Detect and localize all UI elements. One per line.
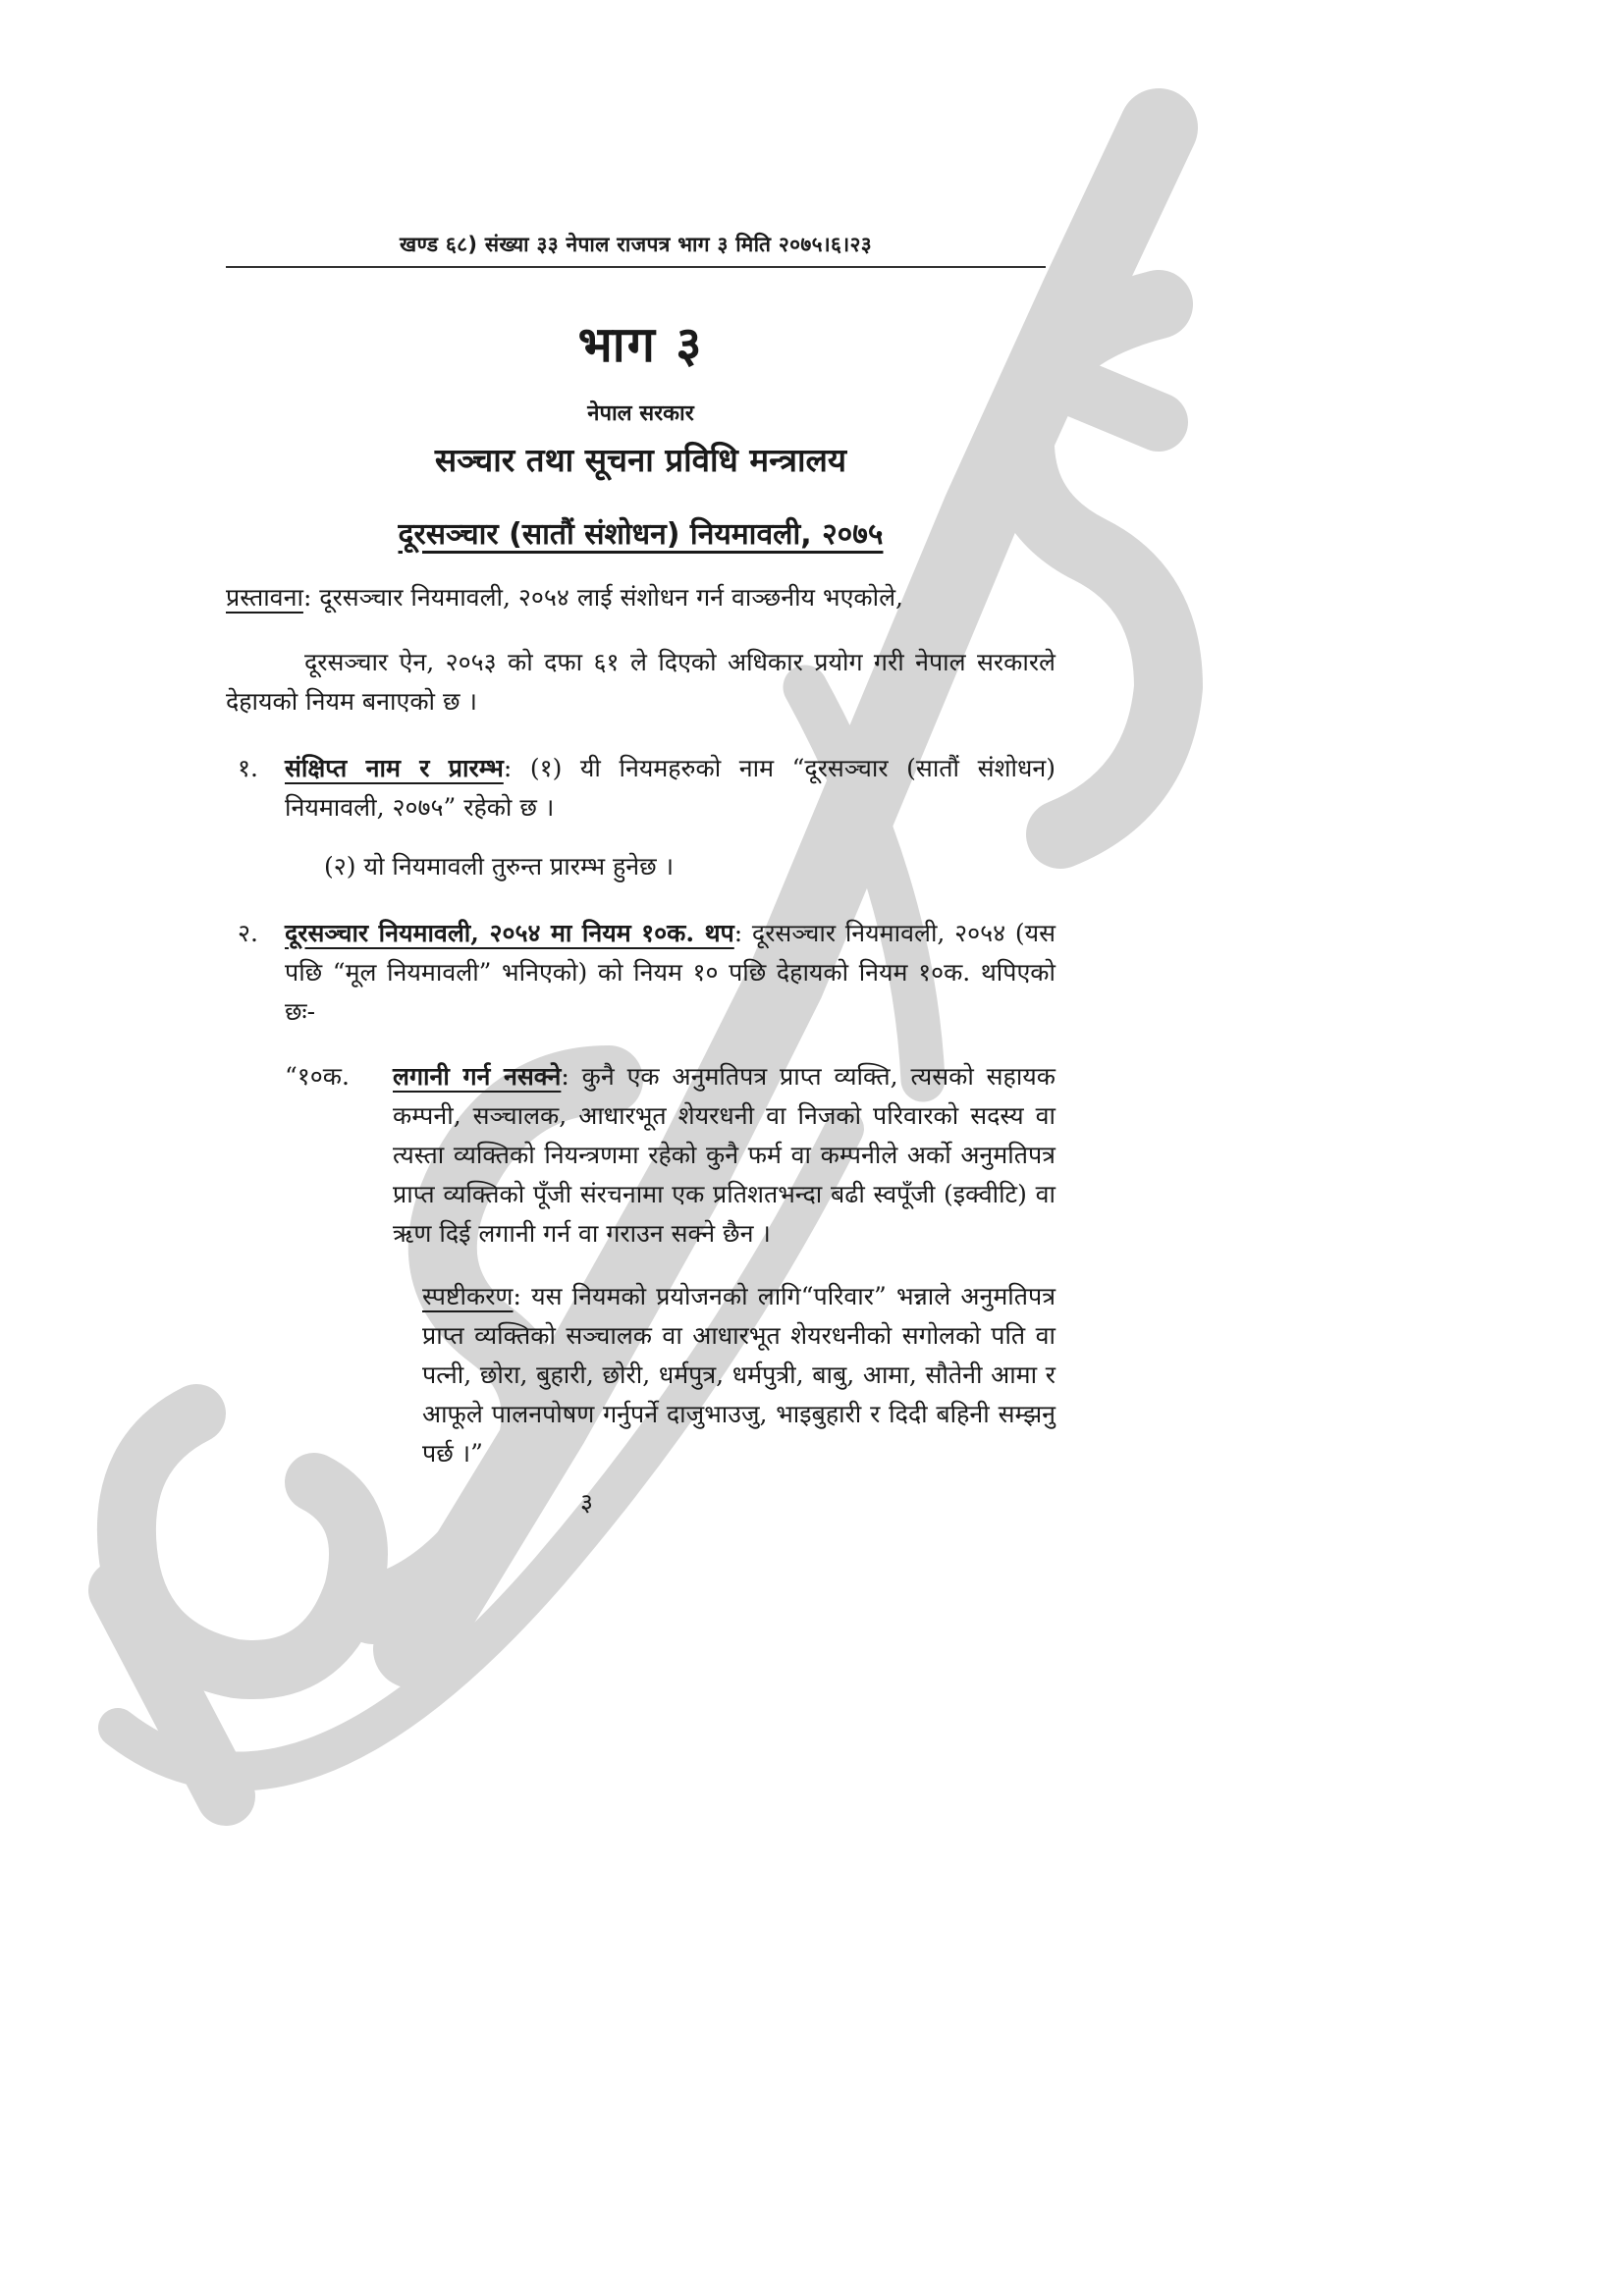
rule-1-number: १. [238,754,258,782]
preamble [226,578,1056,617]
ministry-name: सञ्चार तथा सूचना प्रविधि मन्त्रालय [434,441,847,479]
part-title: भाग ३ [577,316,704,373]
rules-title [226,512,1056,553]
inserted-rule-number: “१०क. [285,1062,350,1091]
inserted-rule-heading: लगानी गर्न नसक्ने [393,1062,562,1091]
rule-2-text: : दूरसञ्चार नियमावली, २०५४ (यस पछि “मूल नियमावली” भनिएको) को नियम १० पछि देहायको नियम १०क. थपिएको छः- [285,919,1056,1026]
rule-2-heading: दूरसञ्चार नियमावली, २०५४ मा नियम १०क. थप [285,919,734,947]
preamble-text: : दूरसञ्चार नियमावली, २०५४ लाई संशोधन गर्न वाञ्छनीय भएकोले, [302,583,903,612]
rule-1-body [285,749,1056,828]
rules-title-text: दूरसञ्चार (सातौं संशोधन) नियमावली, २०७५ [398,517,884,552]
rule-2-body [285,914,1056,1032]
preamble-label: प्रस्तावना [226,583,303,612]
rule-1-sub-clause: (२) यो नियमावली तुरुन्त प्रारम्भ हुनेछ । [324,852,675,881]
inserted-rule-body [393,1057,1056,1254]
rule-2-number: २. [238,919,258,947]
government-name: नेपाल सरकार [587,401,694,426]
rule-1 [226,749,1056,828]
rule-2 [226,914,1056,1032]
page-number: ३ [579,1488,593,1517]
running-header: खण्ड ६८) संख्या ३३ नेपाल राजपत्र भाग ३ मिति २०७५।६।२३ [226,231,1046,268]
explanation-label: स्पष्टीकरण [422,1282,514,1310]
inserted-rule-10ka [226,1057,1056,1254]
inserted-rule-text: : कुनै एक अनुमतिपत्र प्राप्त व्यक्ति, त्यसको सहायक कम्पनी, सञ्चालक, आधारभूत शेयरधनी वा निजको परिवारको सदस्य वा त्यस्ता व्यक्तिको नियन्त्रणमा रहेको कुनै फर्म वा कम्पनीले अर्को अनुमतिपत्र प्राप्त व्यक्तिको पूँजी संरचनामा एक प्रतिशतभन्दा बढी स्वपूँजी (इक्वीटि) वा ऋण दिई लगानी गर्न वा गराउन सक्ने छैन । [393,1062,1056,1248]
explanation [226,1277,1056,1473]
enacting-clause: दूरसञ्चार ऐन, २०५३ को दफा ६१ ले दिएको अधिकार प्रयोग गरी नेपाल सरकारले देहायको नियम बनाएको छ । [226,648,1056,716]
gazette-page [226,231,1056,1519]
explanation-text: : यस नियमको प्रयोजनको लागि“परिवार” भन्नाले अनुमतिपत्र प्राप्त व्यक्तिको सञ्चालक वा आधारभूत शेयरधनीको सगोलको पति वा पत्नी, छोरा, बुहारी, छोरी, धर्मपुत्र, धर्मपुत्री, बाबु, आमा, सौतेनी आमा र आफूले पालनपोषण गर्नुपर्ने दाजुभाउजु, भाइबुहारी र दिदी बहिनी सम्झनु पर्छ ।” [422,1282,1056,1468]
rule-1-heading: संक्षिप्त नाम र प्रारम्भ [285,754,504,782]
rule-1-text: : (१) यी नियमहरुको नाम “दूरसञ्चार (सातौं संशोधन) नियमावली, २०७५” रहेको छ । [285,754,1056,822]
